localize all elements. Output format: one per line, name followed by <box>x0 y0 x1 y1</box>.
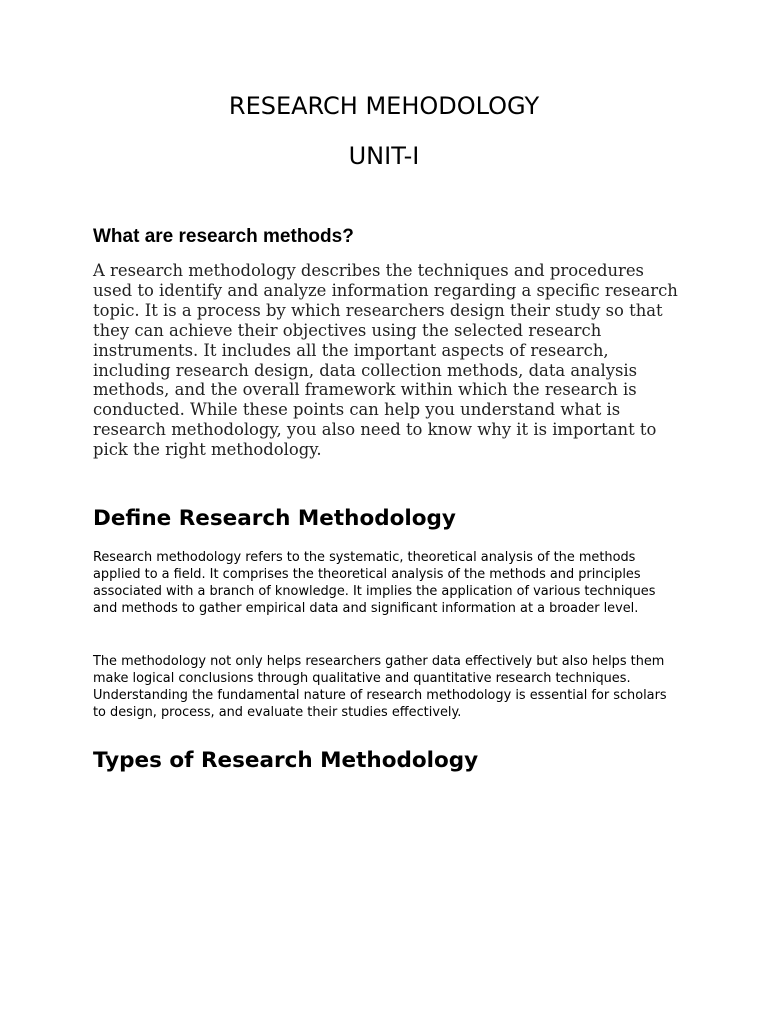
types-section-heading: Types of Research Methodology <box>93 748 479 773</box>
define-paragraph-1: Research methodology refers to the systematic, theoretical analysis of the methods applied to a field. It comprises the theoretical analysis of the methods and principles associated with a branch of knowledge. It implies the application of various techniques and methods to gather empirical data and significant information at a broader level. <box>93 550 656 616</box>
intro-paragraph: A research methodology describes the techniques and procedures used to identify and analyze information regarding a specific research topic. It is a process by which researchers design their study so that they can achieve their objectives using the selected research instruments. It includes all the important aspects of research, including research design, data collection methods, data analysis methods, and the overall framework within which the research is conducted. While these points can help you understand what is research methodology, you also need to know why it is important to pick the right methodology. <box>93 261 678 460</box>
document-title: RESEARCH MEHODOLOGY <box>228 92 540 120</box>
define-section-heading: Define Research Methodology <box>93 506 456 531</box>
unit-label: UNIT-I <box>348 142 420 170</box>
question-heading: What are research methods? <box>93 226 354 247</box>
define-paragraph-2: The methodology not only helps researchers gather data effectively but also helps them make logical conclusions through qualitative and quantitative research techniques. Understanding the fundamental nature of research methodology is essential for scholars to design, process, and evaluate their studies effectively. <box>93 654 667 720</box>
